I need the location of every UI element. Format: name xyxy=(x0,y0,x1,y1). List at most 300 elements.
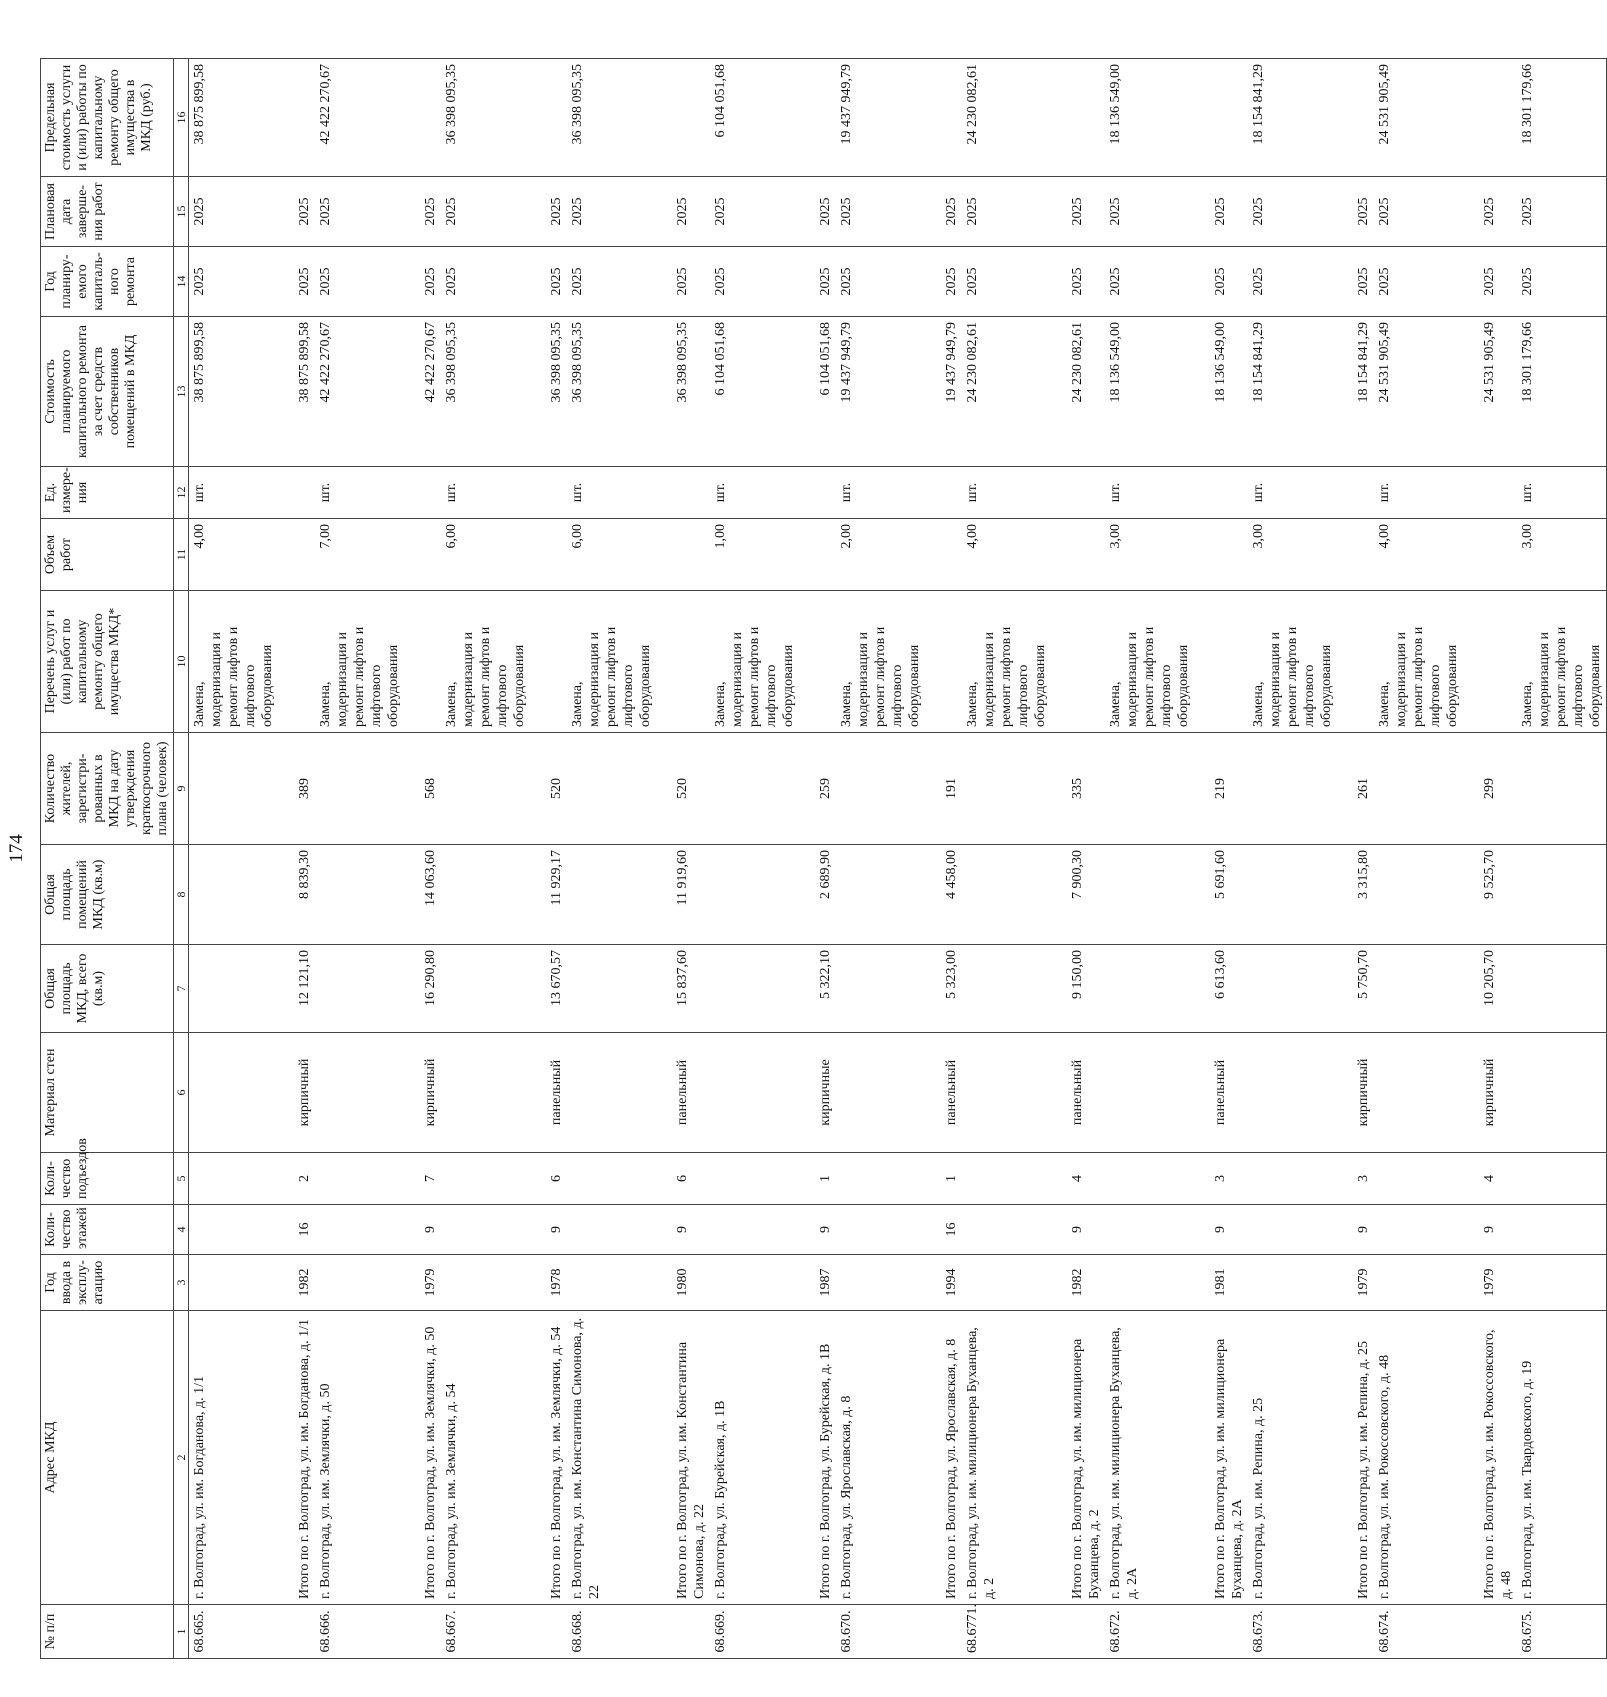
floors-cell xyxy=(189,1205,279,1255)
wall-material-cell xyxy=(1105,1033,1194,1153)
wall-material-cell xyxy=(962,1033,1051,1153)
limit-cost-cell: 18 154 841,29 xyxy=(1248,59,1337,177)
page-number: 174 xyxy=(6,834,27,863)
repair-cost-cell: 19 437 949,79 xyxy=(925,317,962,467)
row-number xyxy=(278,1605,315,1659)
work-list-cell xyxy=(799,591,836,733)
entrances-cell: 6 xyxy=(656,1153,710,1205)
address-cell: г. Волгоград, ул. им. Твардовского, д. 19 xyxy=(1517,1311,1607,1605)
table-row xyxy=(836,59,925,1659)
wall-material-cell xyxy=(836,1033,925,1153)
total-row xyxy=(1337,59,1374,1659)
limit-cost-cell xyxy=(799,59,836,177)
work-list-cell: Замена, модернизация и ремонт лифтов и лифтового оборудования xyxy=(189,591,279,733)
floors-cell: 16 xyxy=(278,1205,315,1255)
row-number xyxy=(1463,1605,1517,1659)
wall-material-cell xyxy=(1517,1033,1607,1153)
address-cell: г. Волгоград, ул. Бурейская, д. 1В xyxy=(710,1311,799,1605)
wall-material-cell: кирпичный xyxy=(404,1033,441,1153)
unit-cell: шт. xyxy=(567,467,656,519)
address-cell: Итого по г. Волгоград, ул. им. милиционера Буханцева, д. 2 xyxy=(1051,1311,1105,1605)
rooms-area-cell: 11 929,17 xyxy=(530,845,567,945)
unit-cell xyxy=(1463,467,1517,519)
residents-cell: 191 xyxy=(925,733,962,845)
table-row xyxy=(710,59,799,1659)
unit-cell: шт. xyxy=(1374,467,1463,519)
total-row xyxy=(799,59,836,1659)
end-date-cell: 2025 xyxy=(567,177,656,247)
column-number: 4 xyxy=(174,1205,189,1255)
total-row xyxy=(404,59,441,1659)
row-number: 68.672. xyxy=(1105,1605,1194,1659)
plan-year-cell: 2025 xyxy=(278,247,315,317)
end-date-cell: 2025 xyxy=(710,177,799,247)
limit-cost-cell: 36 398 095,35 xyxy=(441,59,530,177)
wall-material-cell: панельный xyxy=(530,1033,567,1153)
unit-cell: шт. xyxy=(189,467,279,519)
table-row xyxy=(315,59,404,1659)
work-list-cell: Замена, модернизация и ремонт лифтов и лифтового оборудования xyxy=(441,591,530,733)
repair-cost-cell: 24 230 082,61 xyxy=(962,317,1051,467)
address-cell: г. Волгоград, ул. им. Землячки, д. 50 xyxy=(315,1311,404,1605)
plan-year-cell: 2025 xyxy=(1337,247,1374,317)
total-area-cell: 13 670,57 xyxy=(530,945,567,1033)
work-volume-cell xyxy=(404,519,441,591)
unit-cell xyxy=(530,467,567,519)
repair-cost-cell: 24 531 905,49 xyxy=(1374,317,1463,467)
column-number-row xyxy=(174,59,189,1659)
work-volume-cell: 4,00 xyxy=(1374,519,1463,591)
repair-cost-cell: 24 230 082,61 xyxy=(1051,317,1105,467)
total-area-cell xyxy=(567,945,656,1033)
year-built-cell xyxy=(189,1255,279,1311)
row-number xyxy=(799,1605,836,1659)
rooms-area-cell: 9 525,70 xyxy=(1463,845,1517,945)
work-volume-cell: 4,00 xyxy=(189,519,279,591)
floors-cell: 9 xyxy=(530,1205,567,1255)
column-number: 1 xyxy=(174,1605,189,1659)
repair-cost-cell: 36 398 095,35 xyxy=(441,317,530,467)
table-row xyxy=(441,59,530,1659)
plan-year-cell: 2025 xyxy=(1374,247,1463,317)
year-built-cell xyxy=(567,1255,656,1311)
total-area-cell xyxy=(1374,945,1463,1033)
address-cell: г. Волгоград, ул. им. милиционера Буханцева, д. 2А xyxy=(1105,1311,1194,1605)
total-area-cell: 15 837,60 xyxy=(656,945,710,1033)
end-date-cell: 2025 xyxy=(1194,177,1248,247)
column-header: № п/п xyxy=(41,1605,174,1659)
limit-cost-cell: 18 301 179,66 xyxy=(1517,59,1607,177)
limit-cost-cell: 19 437 949,79 xyxy=(836,59,925,177)
work-list-cell: Замена, модернизация и ремонт лифтов и лифтового оборудования xyxy=(1374,591,1463,733)
residents-cell: 219 xyxy=(1194,733,1248,845)
work-list-cell xyxy=(530,591,567,733)
unit-cell xyxy=(1337,467,1374,519)
repair-cost-cell: 24 531 905,49 xyxy=(1463,317,1517,467)
end-date-cell: 2025 xyxy=(441,177,530,247)
entrances-cell xyxy=(1374,1153,1463,1205)
wall-material-cell xyxy=(189,1033,279,1153)
row-number xyxy=(656,1605,710,1659)
end-date-cell: 2025 xyxy=(189,177,279,247)
address-cell: Итого по г. Волгоград, ул. им. Землячки, д. 50 xyxy=(404,1311,441,1605)
unit-cell xyxy=(925,467,962,519)
total-row xyxy=(1194,59,1248,1659)
work-volume-cell: 3,00 xyxy=(1248,519,1337,591)
entrances-cell xyxy=(962,1153,1051,1205)
column-number: 15 xyxy=(174,177,189,247)
wall-material-cell xyxy=(567,1033,656,1153)
floors-cell xyxy=(441,1205,530,1255)
plan-year-cell: 2025 xyxy=(404,247,441,317)
work-list-cell: Замена, модернизация и ремонт лифтов и лифтового оборудования xyxy=(1105,591,1194,733)
floors-cell xyxy=(1517,1205,1607,1255)
wall-material-cell xyxy=(441,1033,530,1153)
repair-cost-cell: 36 398 095,35 xyxy=(656,317,710,467)
rooms-area-cell xyxy=(567,845,656,945)
plan-year-cell: 2025 xyxy=(567,247,656,317)
residents-cell xyxy=(836,733,925,845)
row-number: 68.6771. xyxy=(962,1605,1051,1659)
work-list-cell: Замена, модернизация и ремонт лифтов и лифтового оборудования xyxy=(836,591,925,733)
entrances-cell: 7 xyxy=(404,1153,441,1205)
repair-cost-cell: 18 154 841,29 xyxy=(1248,317,1337,467)
table-row xyxy=(1248,59,1337,1659)
repair-cost-cell: 38 875 899,58 xyxy=(278,317,315,467)
rooms-area-cell: 5 691,60 xyxy=(1194,845,1248,945)
total-row xyxy=(925,59,962,1659)
column-header: Количество жителей, зарегистри-рованных в МКД на дату утверждения краткосрочного плана (человек) xyxy=(41,733,174,845)
row-number: 68.675. xyxy=(1517,1605,1607,1659)
floors-cell: 9 xyxy=(799,1205,836,1255)
unit-cell: шт. xyxy=(1248,467,1337,519)
entrances-cell: 6 xyxy=(530,1153,567,1205)
total-area-cell xyxy=(1248,945,1337,1033)
repair-cost-cell: 19 437 949,79 xyxy=(836,317,925,467)
header-row xyxy=(41,59,174,1659)
address-cell: г. Волгоград, ул. им. Богданова, д. 1/1 xyxy=(189,1311,279,1605)
limit-cost-cell xyxy=(1337,59,1374,177)
plan-year-cell: 2025 xyxy=(962,247,1051,317)
year-built-cell xyxy=(441,1255,530,1311)
plan-year-cell: 2025 xyxy=(315,247,404,317)
end-date-cell: 2025 xyxy=(1105,177,1194,247)
repair-cost-cell: 18 136 549,00 xyxy=(1105,317,1194,467)
residents-cell: 259 xyxy=(799,733,836,845)
total-area-cell xyxy=(1105,945,1194,1033)
repair-cost-cell: 18 136 549,00 xyxy=(1194,317,1248,467)
total-area-cell: 5 323,00 xyxy=(925,945,962,1033)
table-row xyxy=(1374,59,1463,1659)
rooms-area-cell xyxy=(962,845,1051,945)
plan-year-cell: 2025 xyxy=(925,247,962,317)
rooms-area-cell: 2 689,90 xyxy=(799,845,836,945)
entrances-cell: 1 xyxy=(799,1153,836,1205)
unit-cell xyxy=(799,467,836,519)
work-volume-cell: 4,00 xyxy=(962,519,1051,591)
limit-cost-cell: 6 104 051,68 xyxy=(710,59,799,177)
repair-cost-cell: 18 154 841,29 xyxy=(1337,317,1374,467)
total-row xyxy=(1463,59,1517,1659)
limit-cost-cell xyxy=(656,59,710,177)
entrances-cell: 1 xyxy=(925,1153,962,1205)
floors-cell xyxy=(710,1205,799,1255)
column-header: Объем работ xyxy=(41,519,174,591)
end-date-cell: 2025 xyxy=(799,177,836,247)
entrances-cell xyxy=(315,1153,404,1205)
total-area-cell: 10 205,70 xyxy=(1463,945,1517,1033)
column-header: Год планиру-емого капиталь-ного ремонта xyxy=(41,247,174,317)
total-area-cell xyxy=(1517,945,1607,1033)
column-header: Общая площадь МКД, всего (кв.м) xyxy=(41,945,174,1033)
row-number: 68.673. xyxy=(1248,1605,1337,1659)
table-row xyxy=(567,59,656,1659)
wall-material-cell: кирпичные xyxy=(799,1033,836,1153)
plan-year-cell: 2025 xyxy=(836,247,925,317)
year-built-cell: 1994 xyxy=(925,1255,962,1311)
year-built-cell: 1979 xyxy=(1463,1255,1517,1311)
year-built-cell xyxy=(1105,1255,1194,1311)
total-row xyxy=(1051,59,1105,1659)
residents-cell xyxy=(1374,733,1463,845)
total-area-cell xyxy=(315,945,404,1033)
floors-cell xyxy=(1248,1205,1337,1255)
floors-cell: 9 xyxy=(1194,1205,1248,1255)
year-built-cell xyxy=(1374,1255,1463,1311)
column-header: Адрес МКД xyxy=(41,1311,174,1605)
end-date-cell: 2025 xyxy=(962,177,1051,247)
total-area-cell: 5 750,70 xyxy=(1337,945,1374,1033)
column-number: 2 xyxy=(174,1311,189,1605)
residents-cell xyxy=(1517,733,1607,845)
work-volume-cell: 6,00 xyxy=(567,519,656,591)
work-list-cell xyxy=(1051,591,1105,733)
plan-year-cell: 2025 xyxy=(799,247,836,317)
entrances-cell xyxy=(1248,1153,1337,1205)
floors-cell: 9 xyxy=(1337,1205,1374,1255)
residents-cell xyxy=(1105,733,1194,845)
plan-year-cell: 2025 xyxy=(656,247,710,317)
year-built-cell xyxy=(1248,1255,1337,1311)
address-cell: Итого по г. Волгоград, ул. им. Константина Симонова, д. 22 xyxy=(656,1311,710,1605)
plan-year-cell: 2025 xyxy=(1463,247,1517,317)
unit-cell: шт. xyxy=(315,467,404,519)
work-volume-cell: 7,00 xyxy=(315,519,404,591)
column-number: 6 xyxy=(174,1033,189,1153)
floors-cell xyxy=(1105,1205,1194,1255)
column-header: Коли-чество этажей xyxy=(41,1205,174,1255)
column-number: 16 xyxy=(174,59,189,177)
work-volume-cell xyxy=(1337,519,1374,591)
rooms-area-cell xyxy=(315,845,404,945)
table-row xyxy=(189,59,279,1659)
residents-cell: 299 xyxy=(1463,733,1517,845)
column-number: 14 xyxy=(174,247,189,317)
residents-cell: 389 xyxy=(278,733,315,845)
residents-cell xyxy=(567,733,656,845)
column-number: 5 xyxy=(174,1153,189,1205)
work-list-cell: Замена, модернизация и ремонт лифтов и лифтового оборудования xyxy=(315,591,404,733)
rooms-area-cell: 7 900,30 xyxy=(1051,845,1105,945)
wall-material-cell xyxy=(1248,1033,1337,1153)
wall-material-cell: кирпичный xyxy=(1463,1033,1517,1153)
end-date-cell: 2025 xyxy=(315,177,404,247)
column-header: Коли-чество подъездов xyxy=(41,1153,174,1205)
entrances-cell xyxy=(1105,1153,1194,1205)
entrances-cell: 3 xyxy=(1337,1153,1374,1205)
repair-cost-cell: 38 875 899,58 xyxy=(189,317,279,467)
column-number: 13 xyxy=(174,317,189,467)
year-built-cell xyxy=(836,1255,925,1311)
entrances-cell: 4 xyxy=(1051,1153,1105,1205)
floors-cell xyxy=(962,1205,1051,1255)
work-volume-cell xyxy=(925,519,962,591)
plan-year-cell: 2025 xyxy=(530,247,567,317)
floors-cell: 16 xyxy=(925,1205,962,1255)
year-built-cell xyxy=(1517,1255,1607,1311)
work-volume-cell xyxy=(530,519,567,591)
work-volume-cell xyxy=(278,519,315,591)
limit-cost-cell: 24 531 905,49 xyxy=(1374,59,1463,177)
repair-cost-cell: 42 422 270,67 xyxy=(404,317,441,467)
row-number xyxy=(1194,1605,1248,1659)
year-built-cell: 1981 xyxy=(1194,1255,1248,1311)
repair-cost-cell: 36 398 095,35 xyxy=(567,317,656,467)
unit-cell: шт. xyxy=(962,467,1051,519)
work-list-cell: Замена, модернизация и ремонт лифтов и лифтового оборудования xyxy=(1517,591,1607,733)
work-volume-cell xyxy=(799,519,836,591)
wall-material-cell: панельный xyxy=(925,1033,962,1153)
row-number: 68.674. xyxy=(1374,1605,1463,1659)
floors-cell xyxy=(567,1205,656,1255)
work-volume-cell xyxy=(656,519,710,591)
work-volume-cell: 3,00 xyxy=(1105,519,1194,591)
total-area-cell: 12 121,10 xyxy=(278,945,315,1033)
work-list-cell xyxy=(278,591,315,733)
repair-cost-cell: 42 422 270,67 xyxy=(315,317,404,467)
limit-cost-cell xyxy=(925,59,962,177)
entrances-cell: 2 xyxy=(278,1153,315,1205)
rooms-area-cell xyxy=(1248,845,1337,945)
unit-cell: шт. xyxy=(1105,467,1194,519)
column-number: 10 xyxy=(174,591,189,733)
table-row xyxy=(1105,59,1194,1659)
residents-cell: 335 xyxy=(1051,733,1105,845)
wall-material-cell: панельный xyxy=(1194,1033,1248,1153)
year-built-cell: 1979 xyxy=(1337,1255,1374,1311)
entrances-cell xyxy=(567,1153,656,1205)
plan-year-cell: 2025 xyxy=(710,247,799,317)
work-list-cell xyxy=(1194,591,1248,733)
plan-year-cell: 2025 xyxy=(1248,247,1337,317)
total-area-cell xyxy=(836,945,925,1033)
column-number: 3 xyxy=(174,1255,189,1311)
rooms-area-cell: 14 063,60 xyxy=(404,845,441,945)
rooms-area-cell xyxy=(189,845,279,945)
rooms-area-cell xyxy=(836,845,925,945)
total-area-cell: 6 613,60 xyxy=(1194,945,1248,1033)
end-date-cell: 2025 xyxy=(1374,177,1463,247)
floors-cell xyxy=(836,1205,925,1255)
work-volume-cell: 3,00 xyxy=(1517,519,1607,591)
end-date-cell: 2025 xyxy=(1051,177,1105,247)
residents-cell xyxy=(315,733,404,845)
table-row xyxy=(962,59,1051,1659)
column-header: Перечень услуг и (или) работ по капитальному ремонту общего имущества МКД* xyxy=(41,591,174,733)
plan-year-cell: 2025 xyxy=(1517,247,1607,317)
floors-cell xyxy=(315,1205,404,1255)
column-number: 7 xyxy=(174,945,189,1033)
row-number: 68.666. xyxy=(315,1605,404,1659)
total-area-cell xyxy=(710,945,799,1033)
floors-cell: 9 xyxy=(1051,1205,1105,1255)
end-date-cell: 2025 xyxy=(925,177,962,247)
total-area-cell xyxy=(962,945,1051,1033)
residents-cell xyxy=(710,733,799,845)
floors-cell: 9 xyxy=(656,1205,710,1255)
rooms-area-cell xyxy=(441,845,530,945)
work-list-cell xyxy=(925,591,962,733)
work-volume-cell: 1,00 xyxy=(710,519,799,591)
unit-cell: шт. xyxy=(710,467,799,519)
address-cell: г. Волгоград, ул. им. Константина Симонова, д. 22 xyxy=(567,1311,656,1605)
end-date-cell: 2025 xyxy=(278,177,315,247)
plan-year-cell: 2025 xyxy=(1051,247,1105,317)
end-date-cell: 2025 xyxy=(1517,177,1607,247)
address-cell: г. Волгоград, ул. им. Землячки, д. 54 xyxy=(441,1311,530,1605)
column-number: 12 xyxy=(174,467,189,519)
limit-cost-cell: 18 136 549,00 xyxy=(1105,59,1194,177)
wall-material-cell: панельный xyxy=(1051,1033,1105,1153)
residents-cell xyxy=(441,733,530,845)
limit-cost-cell: 36 398 095,35 xyxy=(567,59,656,177)
work-volume-cell xyxy=(1463,519,1517,591)
work-list-cell xyxy=(1463,591,1517,733)
work-list-cell xyxy=(656,591,710,733)
row-number: 68.668. xyxy=(567,1605,656,1659)
wall-material-cell: кирпичный xyxy=(1337,1033,1374,1153)
entrances-cell xyxy=(836,1153,925,1205)
entrances-cell xyxy=(1517,1153,1607,1205)
address-cell: г. Волгоград, ул. им. милиционера Буханцева, д. 2 xyxy=(962,1311,1051,1605)
plan-year-cell: 2025 xyxy=(1194,247,1248,317)
column-number: 11 xyxy=(174,519,189,591)
work-list-cell: Замена, модернизация и ремонт лифтов и лифтового оборудования xyxy=(962,591,1051,733)
column-header: Плановая дата заверше-ния работ xyxy=(41,177,174,247)
capital-repair-table xyxy=(40,58,1607,1659)
column-header: Материал стен xyxy=(41,1033,174,1153)
residents-cell: 568 xyxy=(404,733,441,845)
unit-cell: шт. xyxy=(1517,467,1607,519)
end-date-cell: 2025 xyxy=(836,177,925,247)
total-area-cell xyxy=(189,945,279,1033)
row-number: 68.665. xyxy=(189,1605,279,1659)
year-built-cell xyxy=(710,1255,799,1311)
end-date-cell: 2025 xyxy=(404,177,441,247)
year-built-cell: 1987 xyxy=(799,1255,836,1311)
year-built-cell: 1979 xyxy=(404,1255,441,1311)
entrances-cell xyxy=(441,1153,530,1205)
wall-material-cell: панельный xyxy=(656,1033,710,1153)
limit-cost-cell xyxy=(1463,59,1517,177)
column-header: Предельная стоимость услуги и (или) работы по капитальному ремонту общего имущества в МКД (руб.) xyxy=(41,59,174,177)
work-list-cell xyxy=(404,591,441,733)
limit-cost-cell xyxy=(530,59,567,177)
limit-cost-cell xyxy=(1194,59,1248,177)
entrances-cell: 4 xyxy=(1463,1153,1517,1205)
end-date-cell: 2025 xyxy=(1248,177,1337,247)
wall-material-cell xyxy=(315,1033,404,1153)
